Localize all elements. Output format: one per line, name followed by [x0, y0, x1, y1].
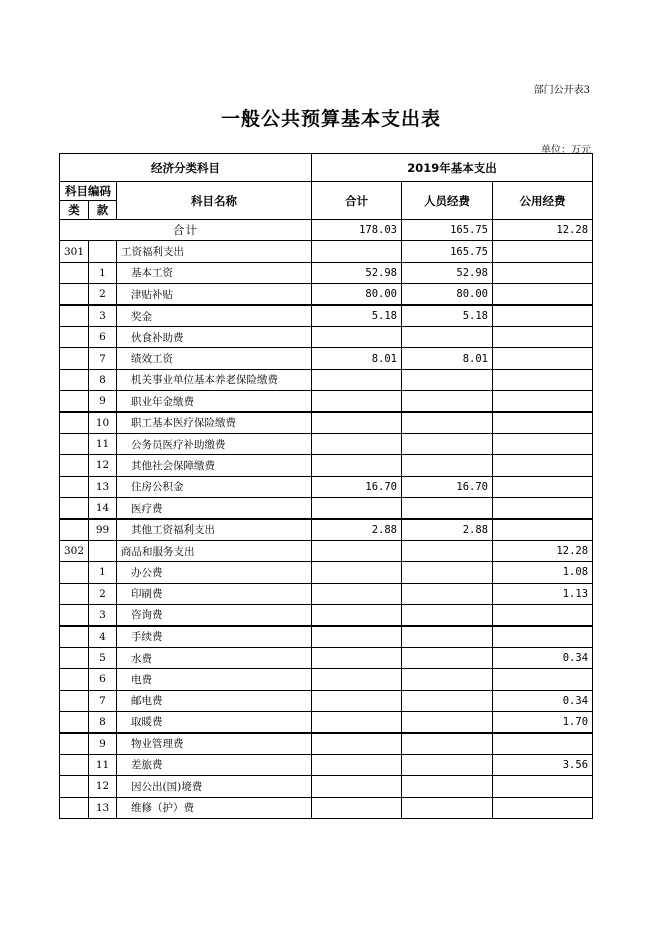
personnel-cell: [402, 754, 493, 775]
name-cell: 津贴补贴: [117, 284, 312, 305]
personnel-cell: 5.18: [402, 305, 493, 326]
lei-cell: [60, 583, 89, 604]
public-cell: 1.13: [493, 583, 593, 604]
table-row: [60, 754, 593, 775]
public-cell: [493, 669, 593, 690]
total-cell: [312, 754, 402, 775]
table-row: [60, 519, 593, 540]
table-row: [60, 797, 593, 818]
table-row: [60, 369, 593, 390]
name-cell: 商品和服务支出: [117, 540, 312, 561]
kuan-cell: 11: [89, 754, 117, 775]
total-cell: [312, 241, 402, 262]
public-cell: 0.34: [493, 690, 593, 711]
name-cell: 机关事业单位基本养老保险缴费: [117, 369, 312, 390]
kuan-cell: 6: [89, 669, 117, 690]
personnel-cell: 16.70: [402, 476, 493, 497]
table-row: [60, 433, 593, 454]
table-row: [60, 326, 593, 347]
name-cell: 维修（护）费: [117, 797, 312, 818]
header-personnel: 人员经费: [402, 182, 493, 220]
kuan-cell: 7: [89, 348, 117, 369]
total-cell: 178.03: [312, 220, 402, 241]
kuan-cell: 2: [89, 284, 117, 305]
lei-cell: 301: [60, 241, 89, 262]
lei-cell: [60, 433, 89, 454]
total-cell: [312, 391, 402, 412]
total-cell: [312, 797, 402, 818]
total-cell: [312, 540, 402, 561]
name-cell: 伙食补助费: [117, 326, 312, 347]
lei-cell: [60, 776, 89, 797]
total-cell: [312, 605, 402, 626]
lei-cell: [60, 754, 89, 775]
public-cell: [493, 605, 593, 626]
table-row: [60, 305, 593, 326]
total-cell: [312, 326, 402, 347]
total-cell: 80.00: [312, 284, 402, 305]
public-cell: [493, 519, 593, 540]
public-cell: [493, 391, 593, 412]
total-cell: [312, 498, 402, 519]
lei-cell: [60, 605, 89, 626]
personnel-cell: [402, 583, 493, 604]
header-public: 公用经费: [493, 182, 593, 220]
table-row: [60, 348, 593, 369]
lei-cell: [60, 797, 89, 818]
kuan-cell: 6: [89, 326, 117, 347]
name-cell: 住房公积金: [117, 476, 312, 497]
header-econ-category: 经济分类科目: [60, 154, 312, 182]
kuan-cell: 13: [89, 476, 117, 497]
personnel-cell: [402, 433, 493, 454]
name-cell: 其他社会保障缴费: [117, 455, 312, 476]
personnel-cell: 165.75: [402, 220, 493, 241]
header-subject-name: 科目名称: [117, 182, 312, 220]
table-row: [60, 498, 593, 519]
name-cell: 电费: [117, 669, 312, 690]
total-cell: [312, 455, 402, 476]
kuan-cell: 3: [89, 305, 117, 326]
table-row: [60, 776, 593, 797]
personnel-cell: 2.88: [402, 519, 493, 540]
name-cell: 其他工资福利支出: [117, 519, 312, 540]
lei-cell: [60, 391, 89, 412]
kuan-cell: [89, 241, 117, 262]
budget-table: [59, 153, 593, 819]
total-cell: 2.88: [312, 519, 402, 540]
name-cell: 邮电费: [117, 690, 312, 711]
name-cell: 基本工资: [117, 262, 312, 283]
table-row: [60, 262, 593, 283]
lei-cell: [60, 733, 89, 754]
name-cell: 物业管理费: [117, 733, 312, 754]
personnel-cell: [402, 733, 493, 754]
header-total: 合计: [312, 182, 402, 220]
table-row: [60, 391, 593, 412]
public-cell: 1.08: [493, 562, 593, 583]
total-cell: [312, 669, 402, 690]
total-label: 合计: [60, 220, 312, 241]
table-row: [60, 626, 593, 647]
public-cell: 3.56: [493, 754, 593, 775]
total-cell: [312, 711, 402, 732]
table-row: [60, 412, 593, 433]
kuan-cell: 1: [89, 562, 117, 583]
public-cell: [493, 797, 593, 818]
form-number: 部门公开表3: [533, 85, 590, 96]
kuan-cell: 11: [89, 433, 117, 454]
public-cell: [493, 626, 593, 647]
personnel-cell: 52.98: [402, 262, 493, 283]
lei-cell: [60, 348, 89, 369]
personnel-cell: [402, 540, 493, 561]
total-cell: 8.01: [312, 348, 402, 369]
total-cell: [312, 562, 402, 583]
personnel-cell: 8.01: [402, 348, 493, 369]
personnel-cell: [402, 647, 493, 668]
kuan-cell: 99: [89, 519, 117, 540]
lei-cell: [60, 455, 89, 476]
kuan-cell: 9: [89, 391, 117, 412]
public-cell: [493, 326, 593, 347]
name-cell: 差旅费: [117, 754, 312, 775]
public-cell: [493, 733, 593, 754]
public-cell: [493, 241, 593, 262]
lei-cell: [60, 369, 89, 390]
public-cell: [493, 776, 593, 797]
table-row: [60, 540, 593, 561]
lei-cell: [60, 284, 89, 305]
name-cell: 因公出(国)境费: [117, 776, 312, 797]
personnel-cell: 80.00: [402, 284, 493, 305]
header-basic-expenditure: 2019年基本支出: [312, 154, 593, 182]
kuan-cell: 3: [89, 605, 117, 626]
lei-cell: 302: [60, 540, 89, 561]
total-cell: [312, 433, 402, 454]
personnel-cell: 165.75: [402, 241, 493, 262]
personnel-cell: [402, 562, 493, 583]
total-cell: 16.70: [312, 476, 402, 497]
total-row: [60, 220, 593, 241]
public-cell: [493, 284, 593, 305]
total-cell: [312, 733, 402, 754]
name-cell: 医疗费: [117, 498, 312, 519]
public-cell: [493, 369, 593, 390]
unit-label: 单位：万元: [541, 145, 591, 156]
page-title: 一般公共预算基本支出表: [220, 108, 441, 130]
personnel-cell: [402, 797, 493, 818]
lei-cell: [60, 412, 89, 433]
table-row: [60, 669, 593, 690]
total-cell: [312, 369, 402, 390]
name-cell: 咨询费: [117, 605, 312, 626]
personnel-cell: [402, 369, 493, 390]
name-cell: 水费: [117, 647, 312, 668]
public-cell: [493, 476, 593, 497]
public-cell: 1.70: [493, 711, 593, 732]
personnel-cell: [402, 776, 493, 797]
personnel-cell: [402, 626, 493, 647]
personnel-cell: [402, 711, 493, 732]
public-cell: [493, 498, 593, 519]
personnel-cell: [402, 605, 493, 626]
public-cell: 0.34: [493, 647, 593, 668]
header-subject-code: 科目编码: [60, 182, 117, 201]
personnel-cell: [402, 455, 493, 476]
personnel-cell: [402, 326, 493, 347]
table-row: [60, 284, 593, 305]
table-row: [60, 241, 593, 262]
kuan-cell: 12: [89, 776, 117, 797]
name-cell: 工资福利支出: [117, 241, 312, 262]
lei-cell: [60, 690, 89, 711]
name-cell: 绩效工资: [117, 348, 312, 369]
header-lei: 类: [60, 201, 89, 220]
personnel-cell: [402, 412, 493, 433]
header-kuan: 款: [89, 201, 117, 220]
public-cell: [493, 262, 593, 283]
name-cell: 职业年金缴费: [117, 391, 312, 412]
name-cell: 取暖费: [117, 711, 312, 732]
kuan-cell: 14: [89, 498, 117, 519]
public-cell: 12.28: [493, 220, 593, 241]
table-row: [60, 690, 593, 711]
name-cell: 办公费: [117, 562, 312, 583]
lei-cell: [60, 519, 89, 540]
table-row: [60, 562, 593, 583]
table-row: [60, 733, 593, 754]
table-row: [60, 711, 593, 732]
lei-cell: [60, 262, 89, 283]
kuan-cell: 8: [89, 369, 117, 390]
lei-cell: [60, 476, 89, 497]
table-row: [60, 476, 593, 497]
lei-cell: [60, 711, 89, 732]
public-cell: [493, 455, 593, 476]
total-cell: [312, 647, 402, 668]
personnel-cell: [402, 669, 493, 690]
total-cell: [312, 776, 402, 797]
total-cell: [312, 626, 402, 647]
kuan-cell: 12: [89, 455, 117, 476]
public-cell: 12.28: [493, 540, 593, 561]
total-cell: [312, 412, 402, 433]
personnel-cell: [402, 498, 493, 519]
kuan-cell: 2: [89, 583, 117, 604]
kuan-cell: 7: [89, 690, 117, 711]
kuan-cell: 1: [89, 262, 117, 283]
total-cell: [312, 583, 402, 604]
name-cell: 公务员医疗补助缴费: [117, 433, 312, 454]
kuan-cell: 10: [89, 412, 117, 433]
kuan-cell: 9: [89, 733, 117, 754]
total-cell: 52.98: [312, 262, 402, 283]
personnel-cell: [402, 391, 493, 412]
table-row: [60, 583, 593, 604]
name-cell: 奖金: [117, 305, 312, 326]
public-cell: [493, 433, 593, 454]
public-cell: [493, 305, 593, 326]
lei-cell: [60, 669, 89, 690]
lei-cell: [60, 305, 89, 326]
public-cell: [493, 412, 593, 433]
lei-cell: [60, 562, 89, 583]
name-cell: 职工基本医疗保险缴费: [117, 412, 312, 433]
personnel-cell: [402, 690, 493, 711]
public-cell: [493, 348, 593, 369]
total-cell: [312, 690, 402, 711]
kuan-cell: 4: [89, 626, 117, 647]
lei-cell: [60, 647, 89, 668]
kuan-cell: 5: [89, 647, 117, 668]
name-cell: 印刷费: [117, 583, 312, 604]
lei-cell: [60, 626, 89, 647]
total-cell: 5.18: [312, 305, 402, 326]
kuan-cell: [89, 540, 117, 561]
name-cell: 手续费: [117, 626, 312, 647]
table-row: [60, 455, 593, 476]
table-row: [60, 647, 593, 668]
lei-cell: [60, 326, 89, 347]
kuan-cell: 13: [89, 797, 117, 818]
table-row: [60, 605, 593, 626]
kuan-cell: 8: [89, 711, 117, 732]
lei-cell: [60, 498, 89, 519]
